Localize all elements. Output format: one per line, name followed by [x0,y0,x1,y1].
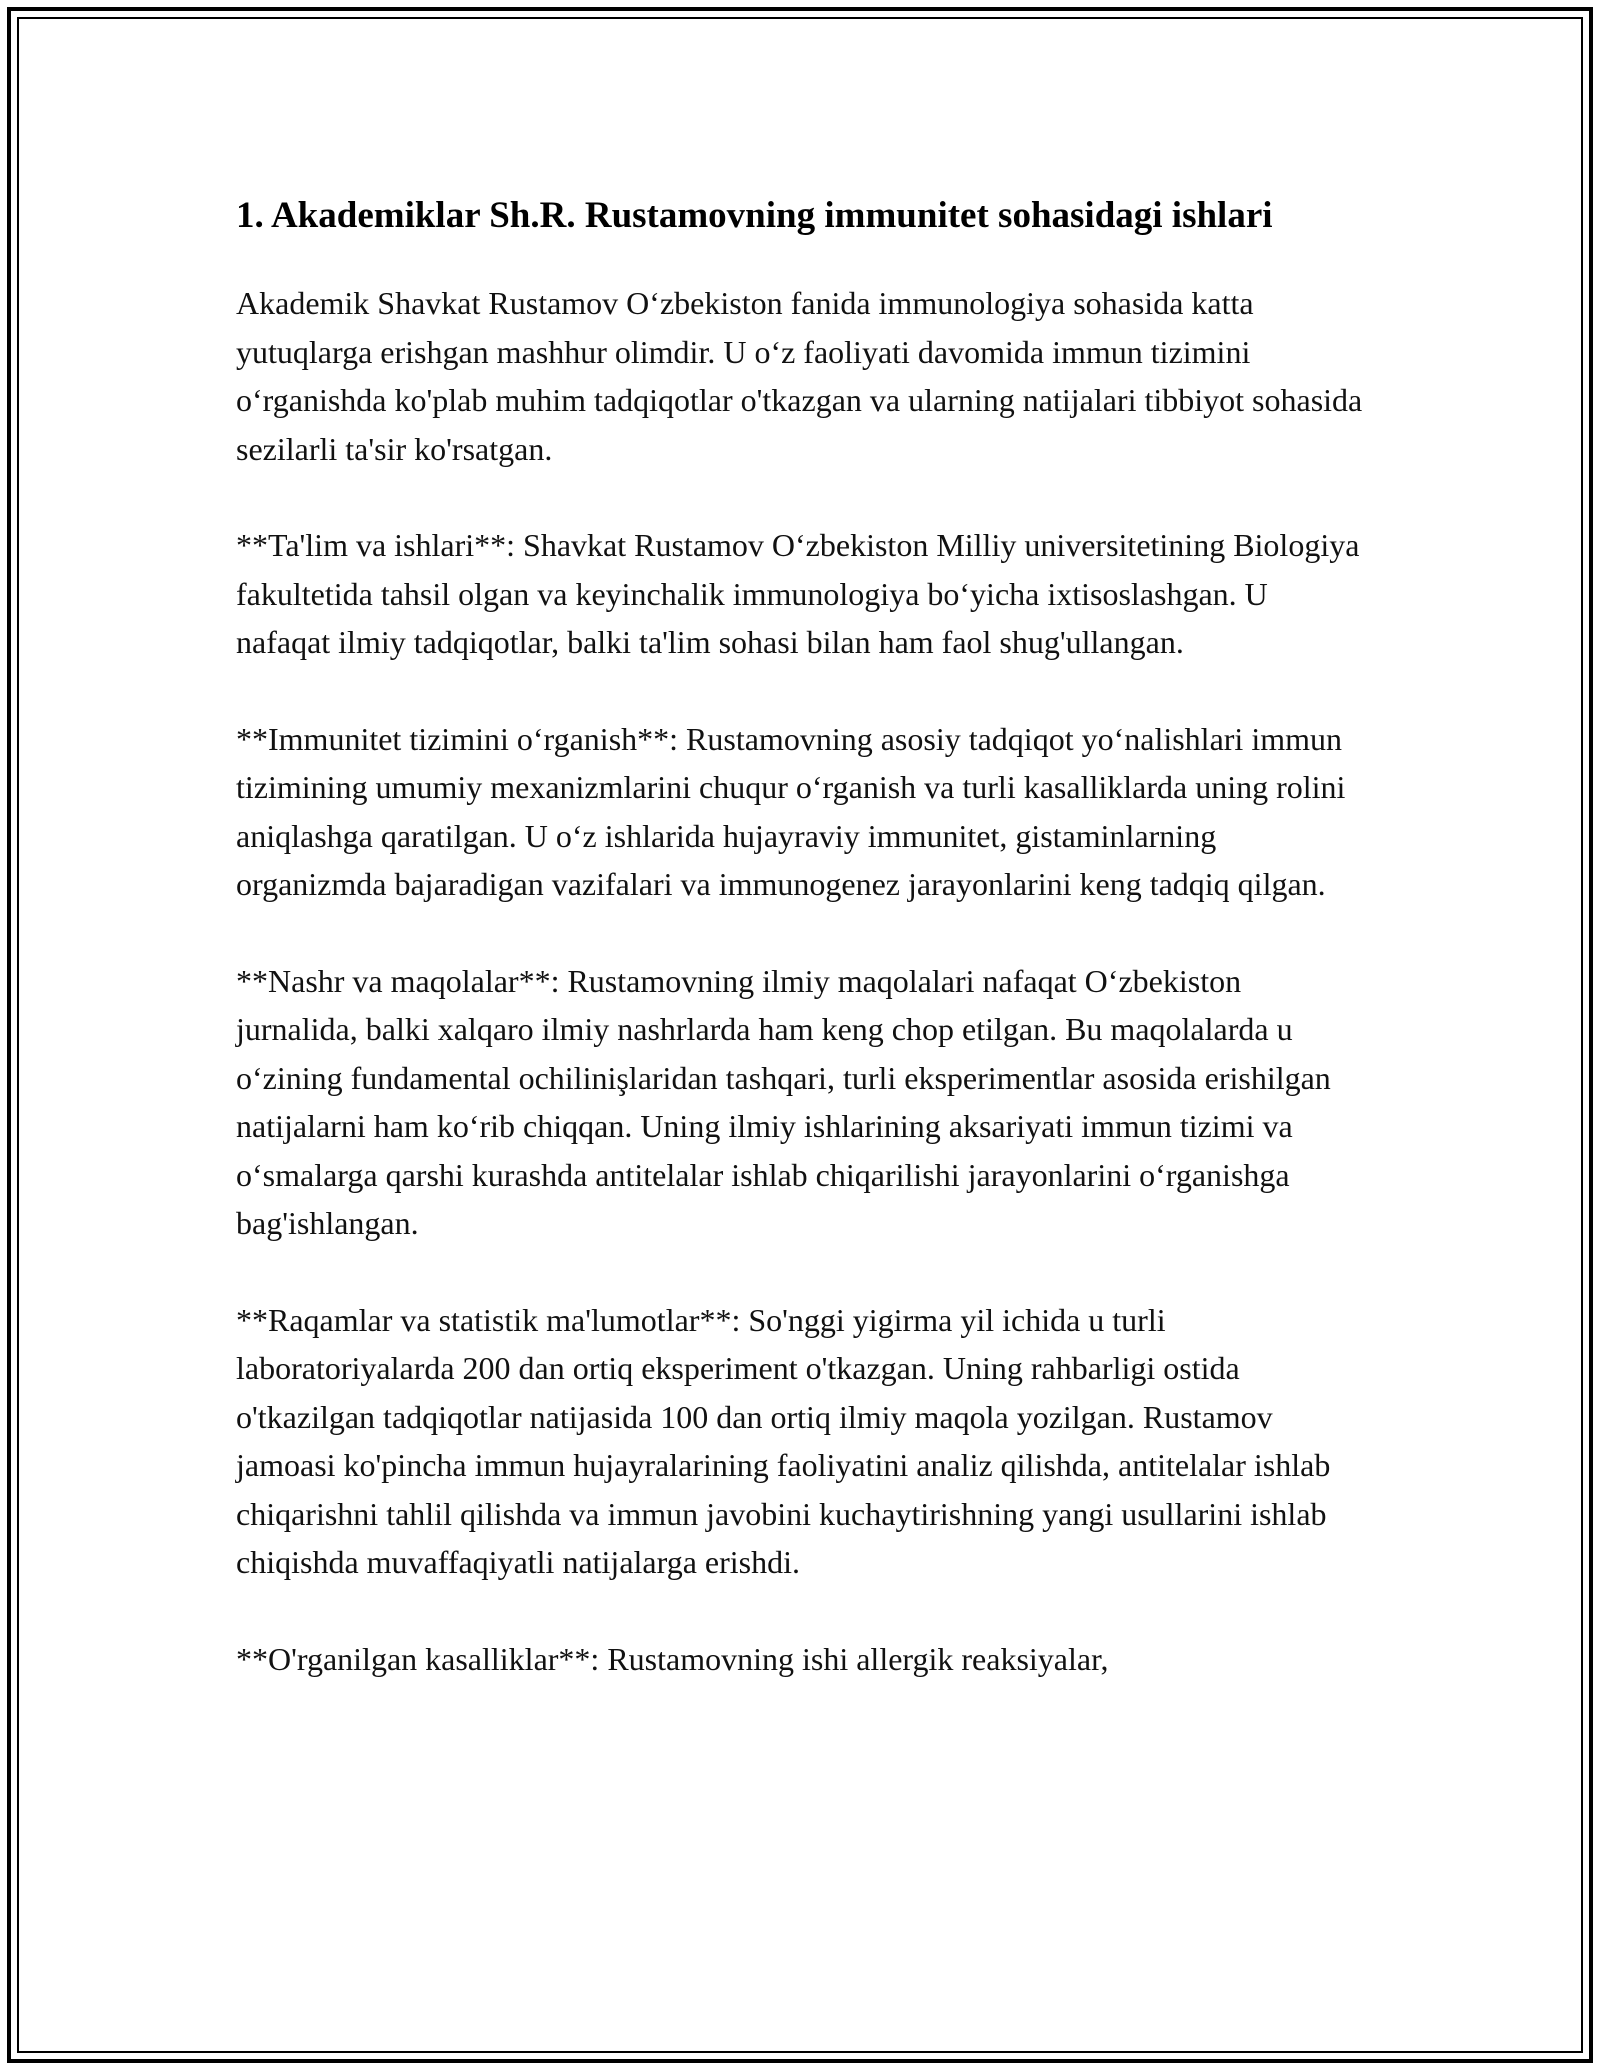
paragraph-statistics: **Raqamlar va statistik ma'lumotlar**: So'nggi yigirma yil ichida u turli laboratoriyalarda 200 dan ortiq eksperiment o'tkazgan. Uning rahbarligi ostida o'tkazilgan tadqiqotlar natijasida 100 dan ortiq ilmiy maqola yozilgan. Rustamov jamoasi ko'pincha immun hujayralarining faoliyatini analiz qilishda, antitelalar ishlab chiqarishni tahlil qilishda va immun javobini kuchaytirishning yangi usullarini ishlab chiqishda muvaffaqiyatli natijalarga erishdi. [236,1301,1331,1580]
paragraph-publications: **Nashr va maqolalar**: Rustamovning ilmiy maqolalari nafaqat O‘zbekiston jurnalida, balki xalqaro ilmiy nashrlarda ham keng chop etilgan. Bu maqolalarda u o‘zining fundamental ochilinişlaridan tashqari, turli eksperimentlar asosida erishilgan natijalarni ham ko‘rib chiqqan. Uning ilmiy ishlarining aksariyati immun tizimi va o‘smalarga qarshi kurashda antitelalar ishlab chiqarilishi jarayonlarini o‘rganishga bag'ishlangan. [236,962,1331,1241]
paragraph-education: **Ta'lim va ishlari**: Shavkat Rustamov O‘zbekiston Milliy universitetining Biologiya fakultetida tahsil olgan va keyinchalik immunologiya bo‘yicha ixtisoslashgan. U nafaqat ilmiy tadqiqotlar, balki ta'lim sohasi bilan ham faol shug'ullangan. [236,527,1360,660]
document-body [236,188,1366,1731]
paragraph-immunity-research: **Immunitet tizimini o‘rganish**: Rustamovning asosiy tadqiqot yo‘nalishlari immun tizimining umumiy mexanizmlarini chuqur o‘rganish va turli kasalliklarda uning rolini aniqlashga qaratilgan. U o‘z ishlarida hujayraviy immunitet, gistaminlarning organizmda bajaradigan vazifalari va immunogenez jarayonlarini keng tadqiq qilgan. [236,720,1346,902]
paragraph-diseases: **O'rganilgan kasalliklar**: Rustamovning ishi allergik reaksiyalar, [236,1640,1109,1677]
paragraph-intro: Akademik Shavkat Rustamov O‘zbekiston fanida immunologiya sohasida katta yutuqlarga erishgan mashhur olimdir. U o‘z faoliyati davomida immun tizimini o‘rganishda ko'plab muhim tadqiqotlar o'tkazgan va ularning natijalari tibbiyot sohasida sezilarli ta'sir ko'rsatgan. [236,285,1363,467]
section-heading: 1. Akademiklar Sh.R. Rustamovning immunitet sohasidagi ishlari [236,195,1273,236]
